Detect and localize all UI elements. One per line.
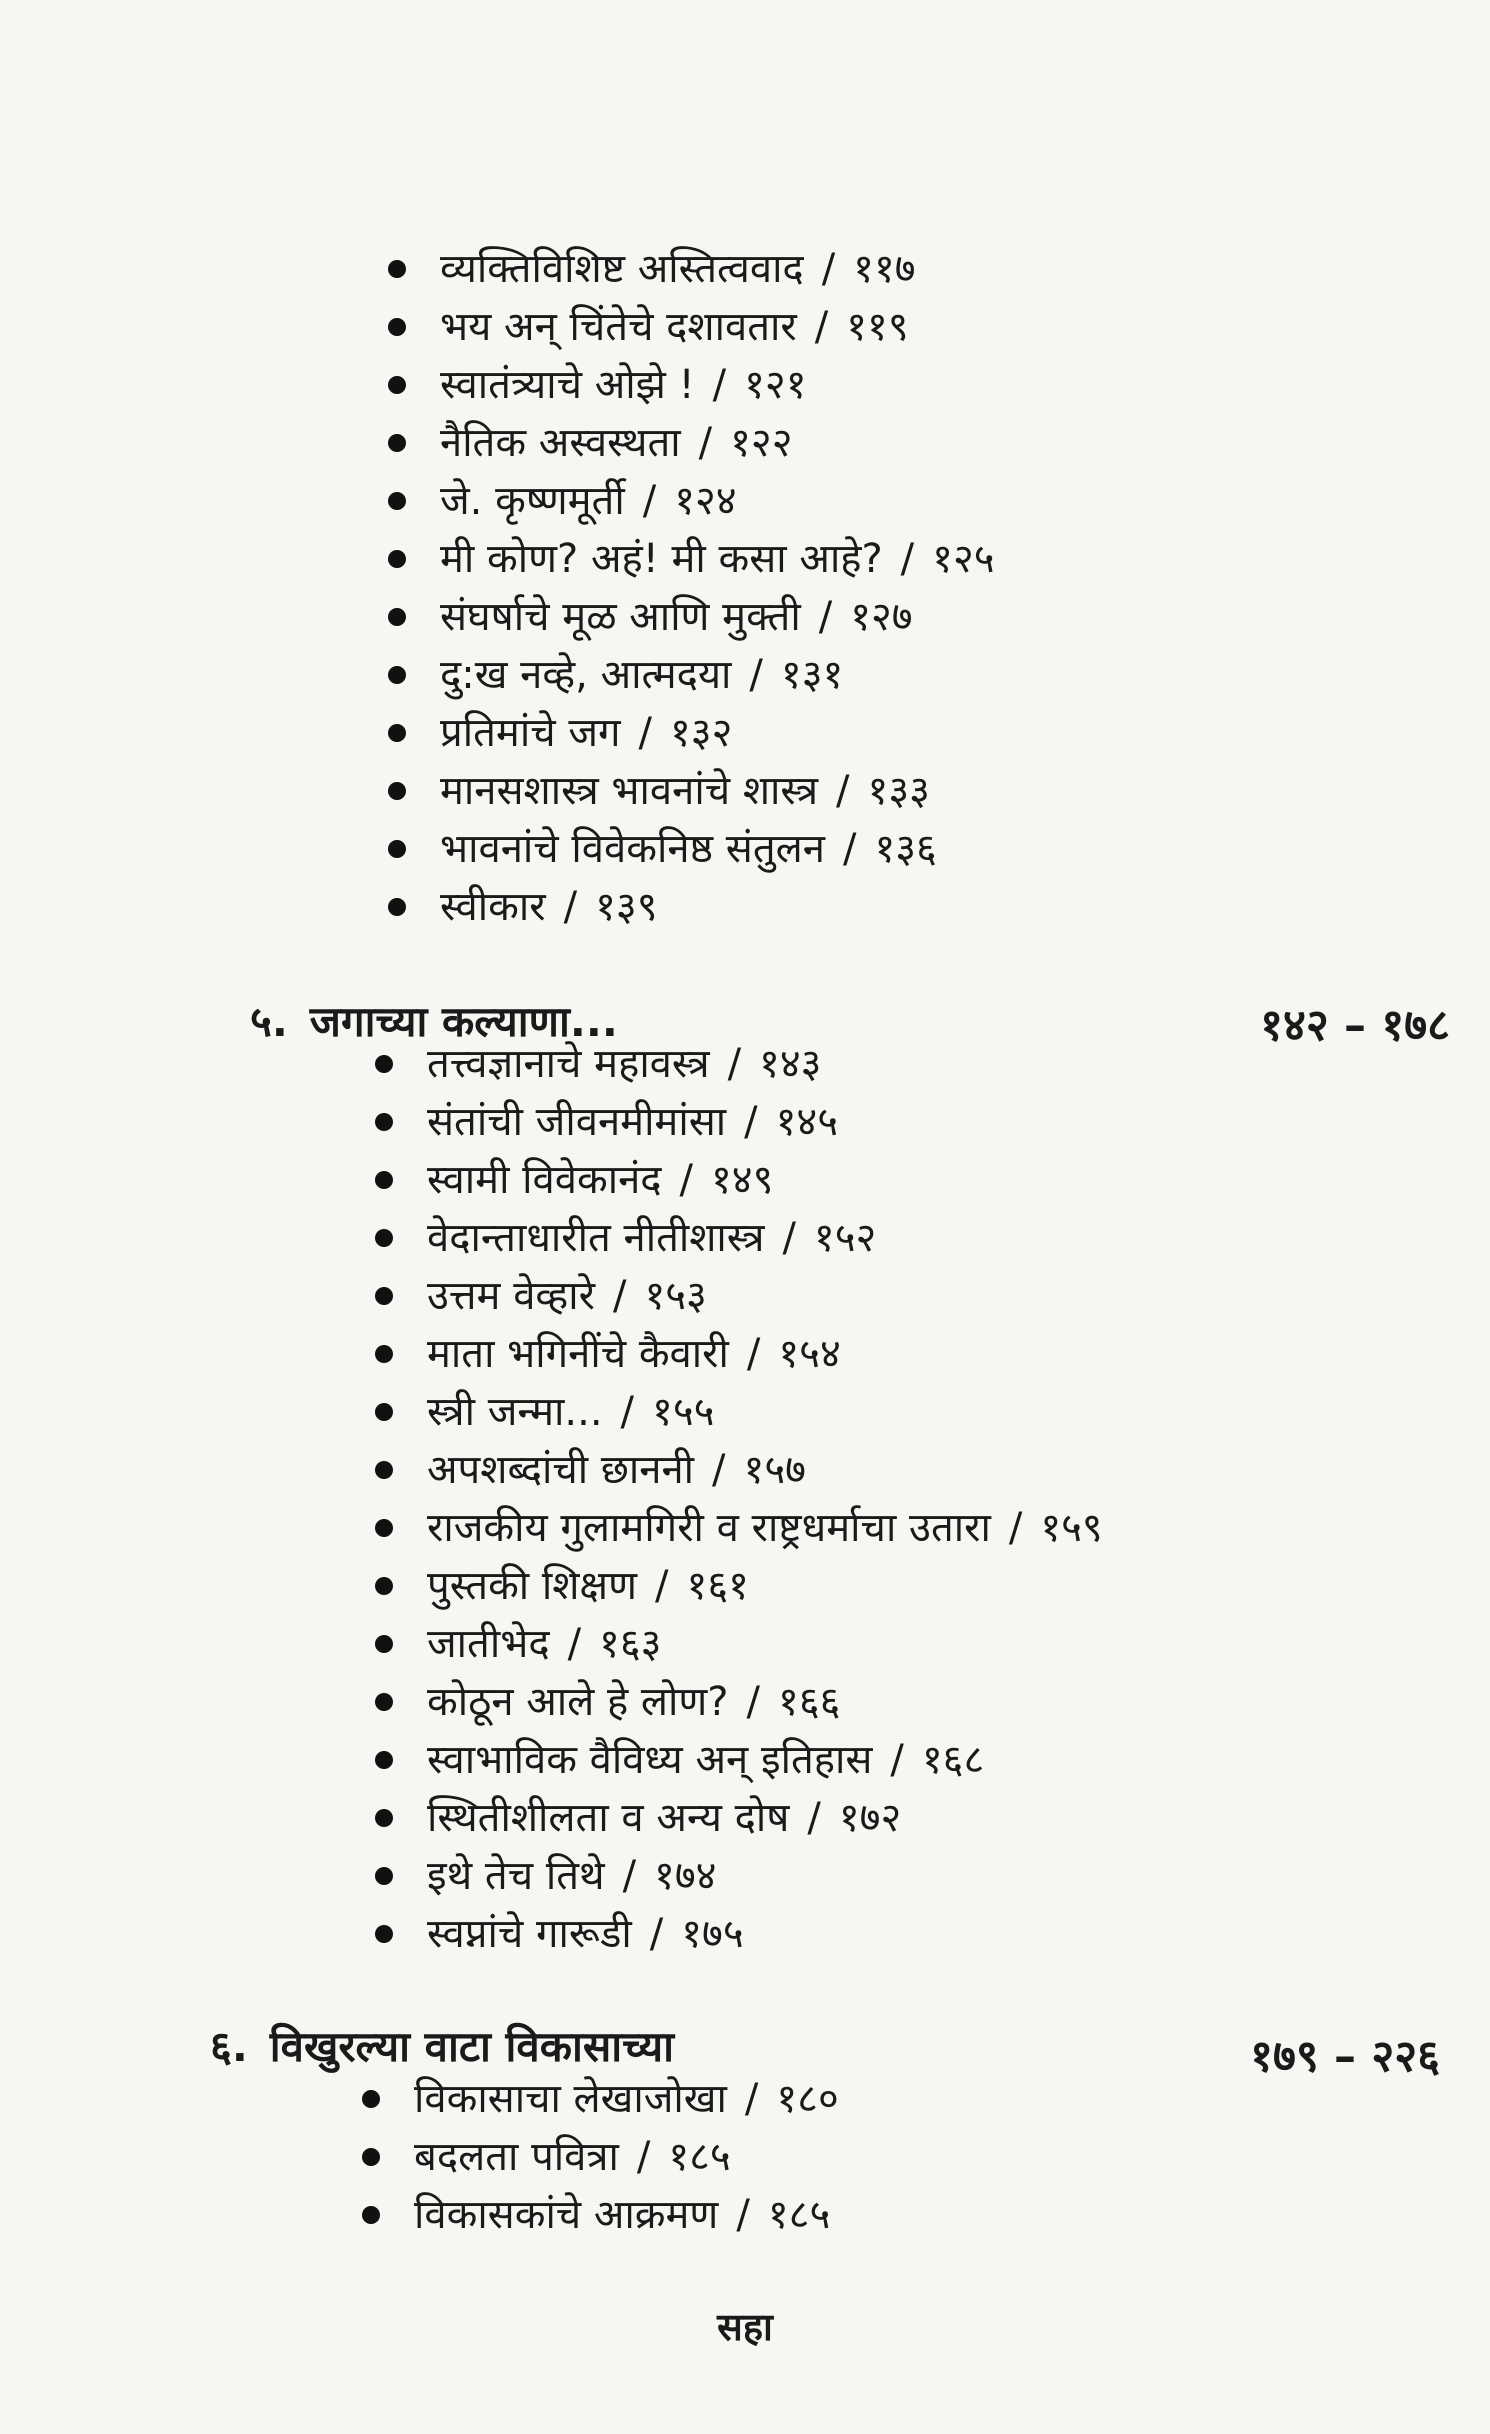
toc-entry [0,1441,1490,1499]
bullet-icon [375,1403,393,1421]
toc-entry-page: १२२ [730,420,793,466]
toc-entry-page: १५९ [1040,1505,1103,1551]
toc-entry [0,1615,1490,1673]
toc-entry [0,472,1490,530]
toc-entry-title: बदलता पवित्रा [414,2134,619,2180]
separator: / [712,1447,726,1493]
toc-entry-title: पुस्तकी शिक्षण [427,1563,638,1609]
bullet-icon [375,1519,393,1537]
toc-entry-title: स्वप्नांचे गारूडी [427,1911,632,1957]
toc-entry-page: १६८ [921,1737,985,1783]
separator: / [749,652,763,698]
bullet-icon [362,2206,380,2224]
toc-entry-page: १७२ [838,1795,902,1841]
toc-entry [0,878,1490,936]
bullet-icon [375,1229,393,1247]
toc-entry [0,1093,1490,1151]
bullet-icon [388,434,406,452]
toc-entry-title: अपशब्दांची छाननी [427,1447,695,1493]
bullet-icon [375,1577,393,1595]
separator: / [818,594,833,640]
bullet-icon [375,1171,393,1189]
toc-entry-title: इथे तेच तिथे [427,1853,605,1899]
separator: / [836,768,850,814]
page-number-label: सहा [717,2305,773,2349]
separator: / [679,1157,693,1203]
toc-entry-page: १५५ [652,1389,715,1435]
toc-entry-title: तत्त्वज्ञानाचे महावस्त्र [427,1041,710,1087]
toc-entry [0,298,1490,356]
toc-entry-page: १७४ [654,1853,717,1899]
chapter-5-items [0,1035,1490,1963]
bullet-icon [375,1751,393,1769]
toc-entry-title: स्वातंत्र्याचे ओझे ! [440,362,695,408]
toc-entry-title: विकासकांचे आक्रमण [414,2192,719,2238]
bullet-icon [388,492,406,510]
toc-entry-title: वेदान्ताधारीत नीतीशास्त्र [427,1215,765,1261]
toc-entry-page: १४५ [775,1099,839,1145]
separator: / [744,2076,759,2122]
separator: / [649,1911,664,1957]
separator: / [782,1215,796,1261]
separator: / [636,2134,651,2180]
bullet-icon [375,1635,393,1653]
chapter-title: जगाच्या कल्याणा... [309,996,618,1046]
toc-entry [0,704,1490,762]
toc-entry-title: कोठून आले हे लोण? [427,1679,729,1725]
toc-entry-title: जे. कृष्णमूर्ती [440,478,625,524]
toc-entry-title: संघर्षाचे मूळ आणि मुक्ती [440,594,801,640]
chapter-number: ५. [250,996,288,1046]
toc-entry [0,530,1490,588]
bullet-icon [375,1055,393,1073]
separator: / [900,536,915,582]
toc-entry-title: माता भगिनींचे कैवारी [427,1331,729,1377]
toc-entry-page: १८५ [767,2192,831,2238]
toc-entry [0,2128,1490,2186]
toc-entry-page: १२४ [674,478,737,524]
toc-entry [0,1789,1490,1847]
toc-entry [0,2070,1490,2128]
toc-entry-title: मी कोण? अहं! मी कसा आहे? [440,536,883,582]
toc-entry-title: भावनांचे विवेकनिष्ठ संतुलन [440,826,825,872]
chapter-title: विखुरल्या वाटा विकासाच्या [269,2021,675,2071]
toc-entry-title: स्वाभाविक वैविध्य अन् इतिहास [427,1737,873,1783]
toc-entry [0,1383,1490,1441]
bullet-icon [375,1867,393,1885]
chapter-number: ६. [210,2021,248,2071]
toc-entry [0,414,1490,472]
toc-entry [0,762,1490,820]
toc-entry-page: १४३ [759,1041,822,1087]
toc-entry-page: १३२ [670,710,733,756]
separator: / [736,2192,750,2238]
toc-entry-title: दु:ख नव्हे, आत्मदया [440,652,732,698]
toc-entry [0,1035,1490,1093]
toc-entry-title: प्रतिमांचे जग [440,710,621,756]
toc-entry [0,646,1490,704]
toc-entry [0,1151,1490,1209]
toc-entry-page: १८५ [668,2134,731,2180]
chapter-page-range: १४२ – १७८ [1260,1000,1450,1051]
separator: / [638,710,652,756]
toc-entry [0,1673,1490,1731]
toc-entry [0,1209,1490,1267]
toc-entry-title: राजकीय गुलामगिरी व राष्ट्रधर्माचा उतारा [427,1505,991,1551]
bullet-icon [388,782,406,800]
separator: / [655,1563,669,1609]
toc-entry [0,240,1490,298]
separator: / [821,246,836,292]
toc-entry [0,820,1490,878]
bullet-icon [388,318,406,336]
toc-entry-page: ११७ [853,246,916,292]
bullet-icon [388,608,406,626]
toc-entry-page: १५२ [813,1215,877,1261]
toc-entry [0,2186,1490,2244]
bullet-icon [375,1925,393,1943]
toc-entry-page: ११९ [846,304,909,350]
toc-entry [0,588,1490,646]
separator: / [563,884,578,930]
bullet-icon [375,1809,393,1827]
toc-entry-title: स्वामी विवेकानंद [427,1157,662,1203]
separator: / [698,420,713,466]
separator: / [890,1737,904,1783]
separator: / [622,1853,637,1899]
separator: / [744,1099,758,1145]
toc-entry [0,1731,1490,1789]
toc-entry-page: १४९ [711,1157,774,1203]
toc-entry [0,1267,1490,1325]
separator: / [712,362,727,408]
toc-entry-title: मानसशास्त्र भावनांचे शास्त्र [440,768,819,814]
toc-entry [0,356,1490,414]
bullet-icon [388,260,406,278]
separator: / [612,1273,627,1319]
toc-entry-page: १३९ [595,884,658,930]
toc-entry-page: १५७ [743,1447,806,1493]
bullet-icon [375,1345,393,1363]
toc-entry-page: १५४ [778,1331,841,1377]
toc-entry [0,1325,1490,1383]
toc-entry-title: स्वीकार [440,884,546,930]
bullet-icon [362,2148,380,2166]
toc-entry [0,1499,1490,1557]
toc-entry-title: संतांची जीवनमीमांसा [427,1099,727,1145]
separator: / [842,826,857,872]
toc-entry-title: व्यक्तिविशिष्ट अस्तित्ववाद [440,246,804,292]
separator: / [746,1331,761,1377]
chapter-6-items [0,2070,1490,2244]
bullet-icon [388,666,406,684]
toc-entry-page: १३६ [874,826,937,872]
separator: / [567,1621,582,1667]
toc-items-top [0,240,1490,936]
separator: / [642,478,657,524]
toc-entry-page: १२१ [744,362,807,408]
toc-entry-title: विकासाचा लेखाजोखा [414,2076,727,2122]
bullet-icon [388,840,406,858]
chapter-page-range: १७९ – २२६ [1250,2031,1440,2082]
bullet-icon [388,898,406,916]
toc-entry [0,1847,1490,1905]
separator: / [807,1795,821,1841]
toc-entry-title: भय अन् चिंतेचे दशावतार [440,304,797,350]
bullet-icon [375,1287,393,1305]
toc-entry [0,1905,1490,1963]
toc-entry-page: १३१ [780,652,844,698]
separator: / [620,1389,635,1435]
toc-entry-page: १२५ [932,536,995,582]
separator: / [727,1041,742,1087]
separator: / [1008,1505,1023,1551]
toc-entry-page: १३३ [867,768,930,814]
toc-entry-title: जातीभेद [427,1621,550,1667]
toc-entry-title: नैतिक अस्वस्थता [440,420,681,466]
toc-entry-page: १८० [776,2076,839,2122]
separator: / [814,304,829,350]
toc-entry-page: १६६ [778,1679,841,1725]
toc-entry-title: उत्तम वेव्हारे [427,1273,595,1319]
bullet-icon [375,1461,393,1479]
toc-entry-page: १७५ [681,1911,744,1957]
toc-entry [0,1557,1490,1615]
separator: / [746,1679,761,1725]
bullet-icon [388,724,406,742]
bullet-icon [362,2090,380,2108]
bullet-icon [388,550,406,568]
toc-entry-page: १६३ [599,1621,662,1667]
toc-entry-page: १५३ [644,1273,707,1319]
toc-entry-title: स्थितीशीलता व अन्य दोष [427,1795,790,1841]
bullet-icon [375,1693,393,1711]
bullet-icon [388,376,406,394]
toc-entry-page: १६१ [686,1563,749,1609]
toc-entry-page: १२७ [850,594,913,640]
bullet-icon [375,1113,393,1131]
toc-entry-title: स्त्री जन्मा... [427,1389,603,1435]
